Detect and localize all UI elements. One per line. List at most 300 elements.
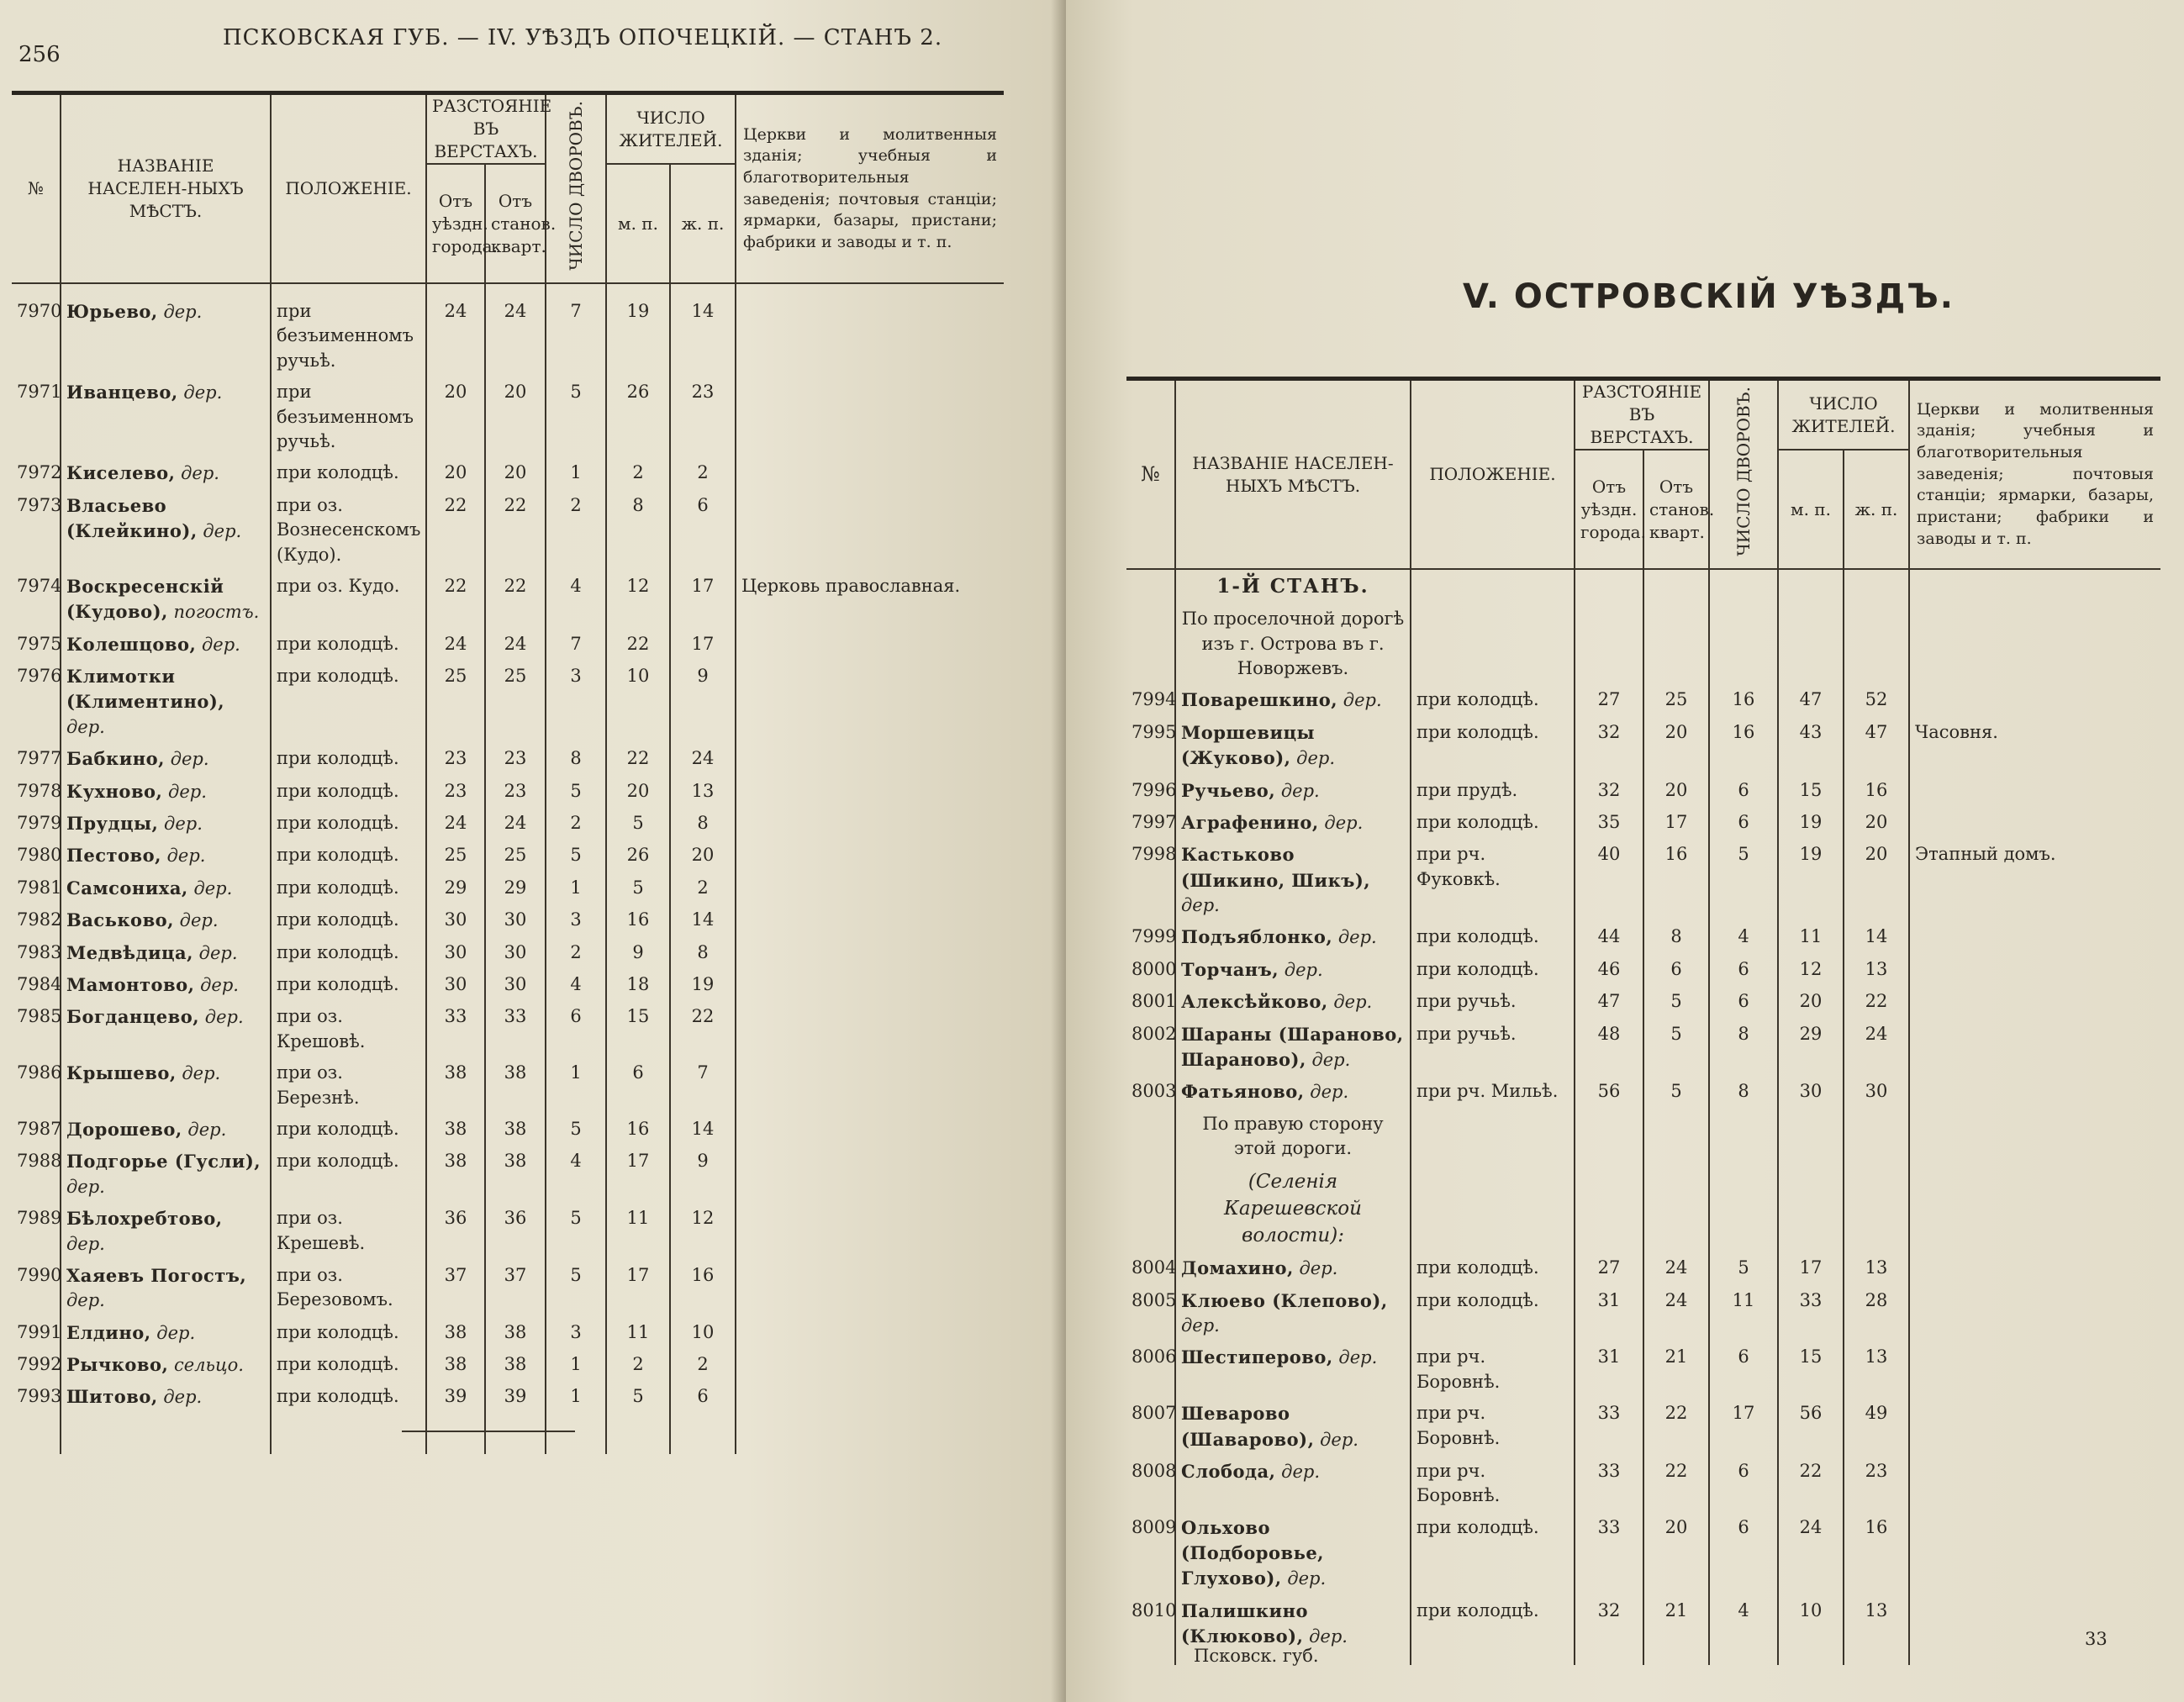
distance-from-town: 37 [426, 1260, 485, 1317]
distance-from-stan: 21 [1643, 1595, 1709, 1653]
distance-from-town: 30 [426, 904, 485, 936]
settlement-name [1175, 1341, 1411, 1398]
female-count: 30 [1844, 1076, 1909, 1108]
settlement-name-main: Ручьево, [1181, 779, 1276, 801]
settlement-type: дер. [1333, 992, 1373, 1013]
settlement-name-main: Дорошево, [66, 1118, 182, 1140]
entry-number: 8009 [1132, 1516, 1177, 1537]
table-row [1126, 1512, 2160, 1595]
male-count: 17 [1778, 1252, 1844, 1284]
header-distance: РАЗСТОЯНІЕ ВЪ ВЕРСТАХЪ. [426, 93, 546, 165]
households-count: 6 [1709, 1512, 1778, 1595]
settlement-position: при рч. Боровнѣ. [1411, 1398, 1575, 1456]
institutions-note: Церковь православная. [736, 571, 1004, 629]
settlement-type: дер. [187, 1119, 227, 1140]
households-count: 4 [1709, 1595, 1778, 1653]
settlement-position: при колодцѣ. [1411, 921, 1575, 953]
distance-from-stan: 30 [485, 904, 546, 936]
institutions-note [736, 629, 1004, 661]
settlement-type: дер. [179, 910, 219, 931]
distance-from-stan: 39 [485, 1381, 546, 1413]
female-count: 6 [670, 490, 736, 571]
settlement-position: при оз. Березовомъ. [271, 1260, 426, 1317]
institutions-note [736, 1260, 1004, 1317]
distance-from-stan: 5 [1643, 1076, 1709, 1108]
settlement-name [1175, 1456, 1411, 1512]
entry-number: 7979 [17, 813, 62, 834]
households-count: 8 [1709, 1076, 1778, 1108]
table-row [12, 629, 1004, 661]
section-heading-right-side: По правую сторону этой дороги. [1175, 1109, 1411, 1165]
male-count: 15 [606, 1001, 670, 1057]
distance-from-town: 25 [426, 661, 485, 743]
distance-from-town: 30 [426, 969, 485, 1001]
distance-from-stan: 6 [1643, 954, 1709, 986]
settlement-position: при колодцѣ. [1411, 1595, 1575, 1653]
running-head: ПСКОВСКАЯ ГУБ. — IV. УѢЗДЪ ОПОЧЕЦКІЙ. — СТАНЪ 2. [223, 25, 943, 50]
settlement-name-main: Пестово, [66, 845, 161, 867]
male-count: 11 [606, 1317, 670, 1349]
settlement-name-main: Кастьково (Шикино, Шикъ), [1181, 844, 1371, 891]
institutions-note [736, 1381, 1004, 1413]
settlement-name [61, 457, 271, 489]
male-count: 30 [1778, 1076, 1844, 1108]
distance-from-town: 39 [426, 1381, 485, 1413]
settlement-table-left [12, 91, 1004, 1454]
settlement-name [61, 808, 271, 840]
settlement-position: при колодцѣ. [271, 743, 426, 775]
settlement-position: при колодцѣ. [1411, 684, 1575, 716]
divider-rule [402, 1431, 575, 1432]
settlement-position: при рч. Мильѣ. [1411, 1076, 1575, 1108]
institutions-note [736, 377, 1004, 457]
male-count: 2 [606, 1349, 670, 1381]
institutions-note [1909, 954, 2160, 986]
institutions-note [736, 872, 1004, 904]
settlement-position: при колодцѣ. [271, 1381, 426, 1413]
spacer-row [12, 1414, 1004, 1454]
distance-from-stan: 23 [485, 776, 546, 808]
header-female: ж. п. [670, 164, 736, 283]
distance-from-stan: 22 [1643, 1456, 1709, 1512]
distance-from-stan: 38 [485, 1146, 546, 1203]
female-count: 13 [670, 776, 736, 808]
table-row [1126, 954, 2160, 986]
settlement-name [1175, 954, 1411, 986]
settlement-name-main: Иванцево, [66, 382, 178, 403]
section-heading-road: По проселочной дорогѣ изъ г. Острова въ г. Новоржевъ. [1175, 603, 1411, 684]
male-count: 16 [606, 904, 670, 936]
female-count: 8 [670, 937, 736, 969]
settlement-position: при колодцѣ. [271, 629, 426, 661]
entry-number: 7987 [17, 1118, 62, 1139]
entry-number: 7983 [17, 941, 62, 962]
settlement-type: погостъ. [173, 602, 260, 623]
table-row [1126, 1595, 2160, 1653]
table-row [12, 490, 1004, 571]
entry-number: 7995 [1132, 721, 1177, 742]
settlement-name-main: Мамонтово, [66, 973, 195, 995]
settlement-position: при рч. Боровнѣ. [1411, 1456, 1575, 1512]
distance-from-stan: 25 [485, 840, 546, 872]
table-row [12, 1381, 1004, 1413]
settlement-type: дер. [204, 1007, 244, 1028]
settlement-type: дер. [66, 1176, 105, 1197]
households-count: 1 [546, 872, 606, 904]
entry-number: 7981 [17, 877, 62, 898]
male-count: 19 [606, 296, 670, 377]
female-count: 9 [670, 1146, 736, 1203]
institutions-note [736, 661, 1004, 743]
male-count: 19 [1778, 807, 1844, 839]
entry-number: 7992 [17, 1354, 62, 1375]
households-count: 4 [1709, 921, 1778, 953]
female-count: 52 [1844, 684, 1909, 716]
table-row [12, 571, 1004, 629]
households-count: 2 [546, 808, 606, 840]
distance-from-stan: 20 [1643, 717, 1709, 775]
entry-number: 8002 [1132, 1023, 1177, 1044]
institutions-note [1909, 1512, 2160, 1595]
table-row [12, 377, 1004, 457]
settlement-type: дер. [168, 781, 207, 802]
settlement-position: при колодцѣ. [271, 904, 426, 936]
entry-number: 7975 [17, 633, 62, 654]
settlement-name-main: Климотки (Климентино), [66, 666, 225, 713]
households-count: 5 [546, 840, 606, 872]
households-count: 3 [546, 1317, 606, 1349]
settlement-type: дер. [66, 716, 105, 737]
female-count: 2 [670, 457, 736, 489]
institutions-note [736, 457, 1004, 489]
households-count: 5 [1709, 839, 1778, 921]
distance-from-stan: 24 [485, 808, 546, 840]
settlement-name [1175, 807, 1411, 839]
settlement-type: дер. [1181, 1315, 1220, 1336]
institutions-note [1909, 1456, 2160, 1512]
households-count: 4 [546, 969, 606, 1001]
settlement-position: при ручьѣ. [1411, 986, 1575, 1018]
table-row [1126, 1076, 2160, 1108]
settlement-name-main: Торчанъ, [1181, 958, 1279, 980]
households-count: 2 [546, 490, 606, 571]
stan-title-row [1126, 569, 2160, 603]
institutions-note [736, 743, 1004, 775]
female-count: 14 [670, 1114, 736, 1146]
distance-from-town: 31 [1575, 1341, 1643, 1398]
header-distance: РАЗСТОЯНІЕ ВЪ ВЕРСТАХЪ. [1575, 379, 1709, 451]
institutions-note [1909, 684, 2160, 716]
male-count: 11 [606, 1203, 670, 1260]
households-count: 16 [1709, 717, 1778, 775]
table-row [1126, 1456, 2160, 1512]
distance-from-stan: 25 [485, 661, 546, 743]
households-count: 6 [1709, 986, 1778, 1018]
settlement-name-main: Фатьяново, [1181, 1081, 1305, 1103]
settlement-position: при колодцѣ. [1411, 1252, 1575, 1284]
header-notes: Церкви и молитвенныя зданія; учебныя и благотворительныя заведенія; почтовыя станціи; ярмарки, базары, пристани; фабрики и заводы и т. п. [736, 93, 1004, 284]
distance-from-stan: 36 [485, 1203, 546, 1260]
settlement-name [61, 1001, 271, 1057]
table-row [12, 937, 1004, 969]
header-from-town: Отъ уѣздн. города. [426, 164, 485, 283]
male-count: 22 [606, 743, 670, 775]
distance-from-town: 40 [1575, 839, 1643, 921]
female-count: 20 [1844, 807, 1909, 839]
distance-from-town: 22 [426, 571, 485, 629]
female-count: 20 [1844, 839, 1909, 921]
entry-number: 7999 [1132, 926, 1177, 947]
settlement-name [61, 1260, 271, 1317]
entry-number: 7998 [1132, 844, 1177, 865]
section-subheading-volost-row [1126, 1165, 2160, 1253]
distance-from-stan: 29 [485, 872, 546, 904]
table-row [1126, 921, 2160, 953]
entry-number: 8004 [1132, 1257, 1177, 1278]
settlement-type: дер. [201, 634, 240, 655]
settlement-name [61, 840, 271, 872]
distance-from-stan: 20 [485, 457, 546, 489]
settlement-name [61, 937, 271, 969]
footer-text: Псковск. губ. [1194, 1646, 1319, 1666]
distance-from-stan: 37 [485, 1260, 546, 1317]
distance-from-town: 20 [426, 377, 485, 457]
distance-from-town: 32 [1575, 717, 1643, 775]
entry-number: 7978 [17, 780, 62, 801]
distance-from-town: 33 [426, 1001, 485, 1057]
institutions-note [736, 1114, 1004, 1146]
right-page [1066, 0, 2184, 1702]
settlement-position: при колодцѣ. [271, 969, 426, 1001]
header-from-stan: Отъ станов. кварт. [485, 164, 546, 283]
header-no: № [1126, 379, 1175, 570]
table-row [12, 1114, 1004, 1146]
male-count: 2 [606, 457, 670, 489]
female-count: 13 [1844, 1341, 1909, 1398]
settlement-name [1175, 839, 1411, 921]
settlement-position: при оз. Кудо. [271, 571, 426, 629]
settlement-type: дер. [198, 942, 238, 963]
settlement-name [61, 1057, 271, 1114]
distance-from-town: 38 [426, 1317, 485, 1349]
settlement-name [61, 490, 271, 571]
settlement-position: при рч. Боровнѣ. [1411, 1341, 1575, 1398]
distance-from-town: 29 [426, 872, 485, 904]
entry-number: 7980 [17, 845, 62, 866]
settlement-type: дер. [1338, 1347, 1378, 1368]
settlement-table-right [1126, 377, 2160, 1665]
header-notes: Церкви и молитвенныя зданія; учебныя и благотворительныя заведенія; почтовыя станціи; ярмарки, базары, пристани; фабрики и заводы и т. п. [1909, 379, 2160, 570]
female-count: 24 [670, 743, 736, 775]
settlement-name [61, 377, 271, 457]
settlement-type: дер. [66, 1290, 105, 1311]
institutions-note [736, 1001, 1004, 1057]
settlement-name-main: Прудцы, [66, 813, 159, 835]
distance-from-town: 38 [426, 1114, 485, 1146]
entry-number: 7994 [1132, 689, 1177, 710]
institutions-note [736, 840, 1004, 872]
settlement-name-main: Шеварово (Шаварово), [1181, 1403, 1315, 1450]
distance-from-town: 24 [426, 629, 485, 661]
settlement-position: при колодцѣ. [271, 1317, 426, 1349]
table-row [12, 872, 1004, 904]
institutions-note [1909, 775, 2160, 807]
female-count: 19 [670, 969, 736, 1001]
distance-from-town: 27 [1575, 1252, 1643, 1284]
households-count: 8 [1709, 1019, 1778, 1077]
female-count: 2 [670, 1349, 736, 1381]
settlement-name-main: Поварешкино, [1181, 689, 1338, 711]
female-count: 16 [670, 1260, 736, 1317]
settlement-name-main: Палишкино (Клюково), [1181, 1599, 1309, 1647]
institutions-note [736, 1203, 1004, 1260]
female-count: 22 [1844, 986, 1909, 1018]
female-count: 16 [1844, 775, 1909, 807]
settlement-type: дер. [1181, 895, 1220, 916]
female-count: 8 [670, 808, 736, 840]
households-count: 6 [1709, 775, 1778, 807]
table-row [12, 1203, 1004, 1260]
settlement-type: дер. [203, 521, 242, 542]
settlement-type: дер. [1310, 1082, 1349, 1103]
settlement-type: дер. [163, 1387, 203, 1408]
settlement-type: дер. [1324, 812, 1364, 833]
households-count: 6 [1709, 954, 1778, 986]
table-row [12, 904, 1004, 936]
settlement-type: дер. [1287, 1568, 1327, 1589]
entry-number: 7973 [17, 494, 62, 515]
table-row [12, 661, 1004, 743]
institutions-note [736, 1146, 1004, 1203]
table-row [12, 743, 1004, 775]
settlement-type: дер. [200, 974, 239, 995]
header-households: ЧИСЛО ДВОРОВЪ. [546, 93, 606, 284]
institutions-note [1909, 986, 2160, 1018]
households-count: 6 [546, 1001, 606, 1057]
settlement-position: при колодцѣ. [1411, 1512, 1575, 1595]
distance-from-stan: 33 [485, 1001, 546, 1057]
households-count: 16 [1709, 684, 1778, 716]
settlement-name-main: Рычково, [66, 1354, 169, 1376]
settlement-name-main: Шестиперово, [1181, 1346, 1333, 1368]
male-count: 5 [606, 872, 670, 904]
distance-from-stan: 24 [485, 629, 546, 661]
settlement-name-main: Клюево (Клепово), [1181, 1289, 1388, 1311]
institutions-note [736, 937, 1004, 969]
settlement-position: при оз. Березнѣ. [271, 1057, 426, 1114]
settlement-position: при колодцѣ. [271, 776, 426, 808]
households-count: 1 [546, 1381, 606, 1413]
settlement-name [61, 1381, 271, 1413]
settlement-type: дер. [1284, 959, 1323, 980]
male-count: 47 [1778, 684, 1844, 716]
settlement-name [61, 872, 271, 904]
institutions-note [1909, 921, 2160, 953]
settlement-position: при колодцѣ. [271, 937, 426, 969]
settlement-type: дер. [193, 877, 233, 898]
settlement-name [61, 1317, 271, 1349]
institutions-note [1909, 1398, 2160, 1456]
distance-from-stan: 24 [1643, 1252, 1709, 1284]
settlement-position: при колодцѣ. [271, 840, 426, 872]
distance-from-stan: 22 [1643, 1398, 1709, 1456]
table-row [1126, 717, 2160, 775]
settlement-name [61, 1146, 271, 1203]
settlement-name [61, 969, 271, 1001]
female-count: 13 [1844, 954, 1909, 986]
households-count: 7 [546, 629, 606, 661]
settlement-type: дер. [156, 1322, 196, 1343]
households-count: 1 [546, 1349, 606, 1381]
entry-number: 7993 [17, 1386, 62, 1407]
male-count: 12 [606, 571, 670, 629]
spacer-row [12, 283, 1004, 296]
header-name: НАЗВАНІЕ НАСЕЛЕН-НЫХЪ МѢСТЪ. [1175, 379, 1411, 570]
settlement-type: дер. [1309, 1626, 1348, 1647]
households-count: 1 [546, 1057, 606, 1114]
distance-from-stan: 20 [1643, 775, 1709, 807]
households-count: 5 [1709, 1252, 1778, 1284]
distance-from-stan: 5 [1643, 986, 1709, 1018]
settlement-name-main: Елдино, [66, 1321, 151, 1343]
institutions-note [736, 1317, 1004, 1349]
settlement-name-main: Власьево (Клейкино), [66, 494, 198, 542]
settlement-name-main: Алексѣйково, [1181, 991, 1328, 1013]
distance-from-town: 38 [426, 1349, 485, 1381]
households-count: 5 [546, 776, 606, 808]
distance-from-town: 46 [1575, 954, 1643, 986]
distance-from-stan: 30 [485, 937, 546, 969]
settlement-type: дер. [1299, 1258, 1338, 1279]
settlement-name [1175, 921, 1411, 953]
households-count: 6 [1709, 1456, 1778, 1512]
distance-from-town: 47 [1575, 986, 1643, 1018]
female-count: 24 [1844, 1019, 1909, 1077]
distance-from-town: 33 [1575, 1398, 1643, 1456]
distance-from-town: 24 [426, 296, 485, 377]
settlement-position: при оз. Крешовѣ. [271, 1001, 426, 1057]
settlement-name-main: Бабкино, [66, 748, 165, 770]
male-count: 19 [1778, 839, 1844, 921]
institutions-note [736, 969, 1004, 1001]
settlement-position: при колодцѣ. [271, 808, 426, 840]
female-count: 9 [670, 661, 736, 743]
institutions-note: Этапный домъ. [1909, 839, 2160, 921]
institutions-note [736, 296, 1004, 377]
settlement-name [61, 629, 271, 661]
settlement-position: при безъименномъ ручьѣ. [271, 296, 426, 377]
settlement-name [61, 571, 271, 629]
table-row [12, 840, 1004, 872]
settlement-type: дер. [170, 749, 209, 770]
entry-number: 7990 [17, 1264, 62, 1285]
entry-number: 7991 [17, 1321, 62, 1342]
female-count: 20 [670, 840, 736, 872]
male-count: 22 [1778, 1456, 1844, 1512]
female-count: 16 [1844, 1512, 1909, 1595]
male-count: 26 [606, 840, 670, 872]
female-count: 12 [670, 1203, 736, 1260]
households-count: 6 [1709, 807, 1778, 839]
settlement-name-main: Воскресенскій (Кудово), [66, 575, 224, 623]
settlement-name-main: Крышево, [66, 1062, 177, 1084]
distance-from-town: 20 [426, 457, 485, 489]
settlement-name-main: Киселево, [66, 462, 176, 484]
entry-number: 8005 [1132, 1289, 1177, 1310]
table-row [1126, 807, 2160, 839]
male-count: 17 [606, 1260, 670, 1317]
settlement-position: при ручьѣ. [1411, 1019, 1575, 1077]
